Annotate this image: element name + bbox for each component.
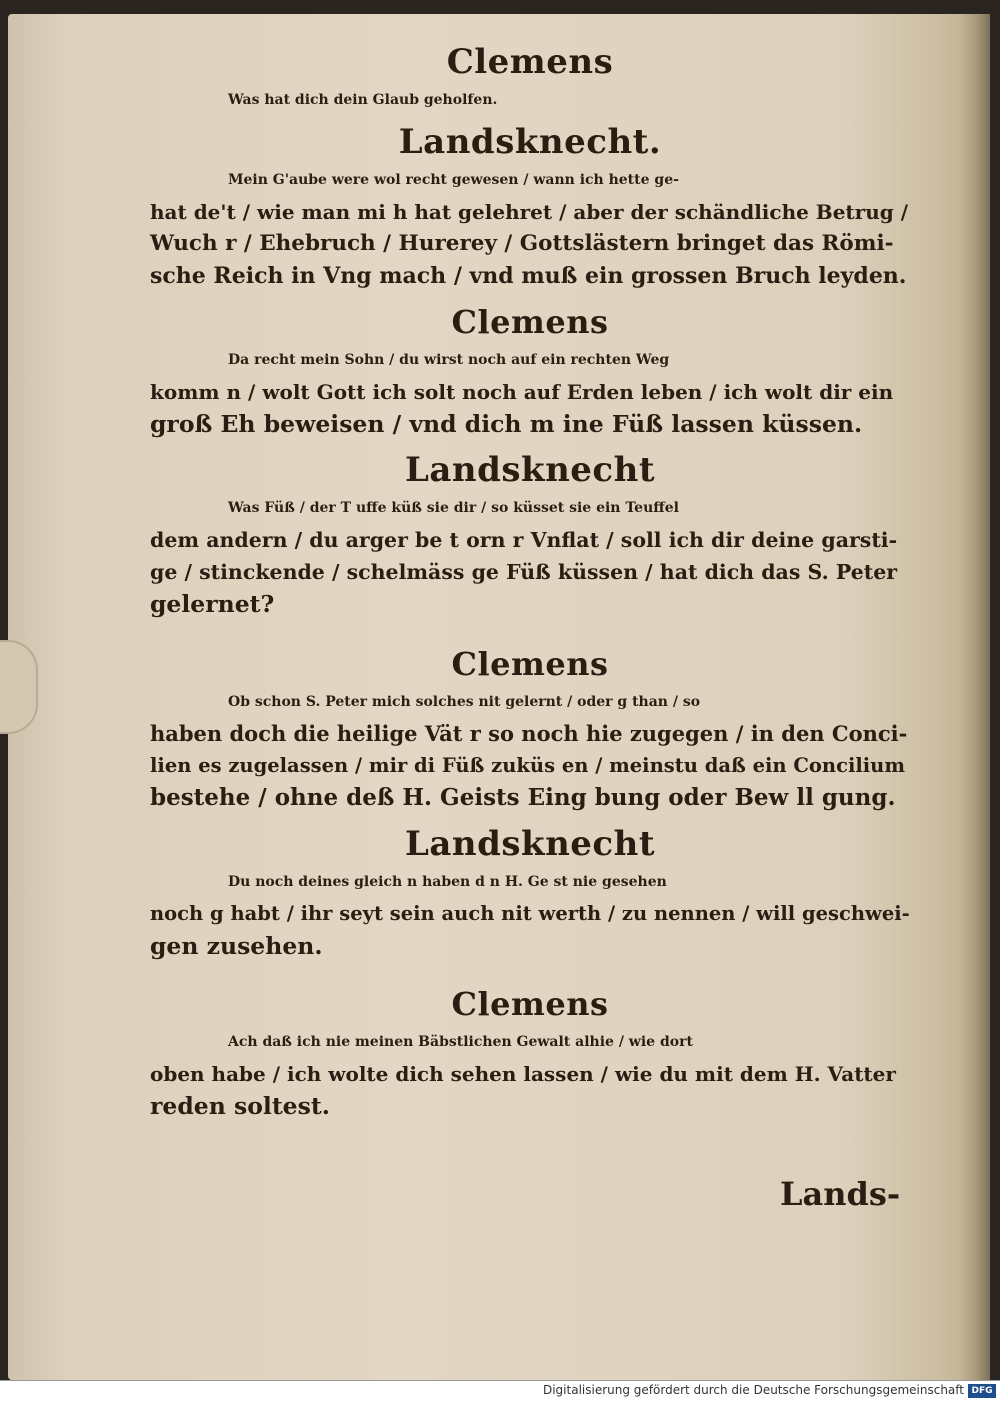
speech-paragraph bbox=[150, 84, 910, 116]
speech-line: Du noch deines gleich n haben d n H. Ge st nie gesehen bbox=[228, 874, 667, 890]
speech-line: Wuch r / Ehebruch / Hurerey / Gottslästern bringet das Römi- bbox=[150, 231, 894, 256]
funding-credit: Digitalisierung gefördert durch die Deutsche Forschungsgemeinschaft bbox=[542, 1383, 964, 1397]
speech-paragraph bbox=[150, 1026, 910, 1122]
binding-tab bbox=[0, 640, 38, 734]
speech-line: dem andern / du arger be t orn r Vnflat / soll ich dir deine garsti- bbox=[150, 528, 898, 552]
speech-line: groß Eh beweisen / vnd dich m ine Füß lassen küssen. bbox=[150, 410, 863, 438]
footer-bar bbox=[0, 1380, 1000, 1401]
speech-line: gen zusehen. bbox=[150, 932, 323, 960]
speech-line: lien es zugelassen / mir di Füß zuküs en / meinstu daß ein Concilium bbox=[150, 754, 905, 777]
speech-line: noch g habt / ihr seyt sein auch nit werth / zu nennen / will geschwei- bbox=[150, 902, 910, 925]
dialogue-text bbox=[150, 40, 910, 1130]
speech-line: Was Füß / der T uffe küß sie dir / so küsset sie ein Teuffel bbox=[228, 500, 679, 516]
speech-line: Was hat dich dein Glaub geholfen. bbox=[228, 92, 498, 108]
speech-paragraph bbox=[150, 866, 910, 962]
speaker-heading: Landsknecht bbox=[404, 824, 656, 864]
speech-paragraph bbox=[150, 492, 910, 620]
catchword: Lands- bbox=[780, 1175, 901, 1213]
page-edge bbox=[958, 14, 990, 1380]
speaker-heading: Clemens bbox=[446, 42, 614, 82]
speech-line: bestehe / ohne deß H. Geists Eing bung oder Bew ll gung. bbox=[150, 784, 896, 811]
speaker-heading: Landsknecht bbox=[404, 450, 656, 490]
speech-line: gelernet? bbox=[150, 590, 275, 618]
speech-paragraph bbox=[150, 344, 910, 440]
speech-line: reden soltest. bbox=[150, 1092, 330, 1120]
speaker-heading: Clemens bbox=[451, 985, 609, 1023]
speech-line: sche Reich in Vng mach / vnd muß ein grossen Bruch leyden. bbox=[150, 263, 907, 289]
speaker-heading: Clemens bbox=[451, 303, 609, 341]
speech-line: haben doch die heilige Vät r so noch hie zugegen / in den Conci- bbox=[150, 721, 908, 746]
speech-line: Ob schon S. Peter mich solches nit gelernt / oder g than / so bbox=[228, 694, 701, 710]
speech-line: Ach daß ich nie meinen Bäbstlichen Gewalt alhie / wie dort bbox=[228, 1034, 693, 1050]
speech-line: Mein G'aube were wol recht gewesen / wann ich hette ge- bbox=[228, 172, 679, 188]
speech-paragraph bbox=[150, 164, 910, 292]
speech-line: ge / stinckende / schelmäss ge Füß küssen / hat dich das S. Peter bbox=[150, 560, 898, 584]
speaker-heading: Landsknecht. bbox=[398, 122, 662, 162]
dfg-logo-icon: DFG bbox=[968, 1384, 996, 1398]
speech-line: Da recht mein Sohn / du wirst noch auf ein rechten Weg bbox=[228, 352, 670, 368]
speech-line: oben habe / ich wolte dich sehen lassen / wie du mit dem H. Vatter bbox=[150, 1062, 896, 1086]
speech-line: komm n / wolt Gott ich solt noch auf Erden leben / ich wolt dir ein bbox=[150, 380, 894, 404]
speech-paragraph bbox=[150, 686, 910, 814]
speech-line: hat de't / wie man mi h hat gelehret / aber der schändliche Betrug / bbox=[150, 200, 908, 224]
speaker-heading: Clemens bbox=[451, 645, 609, 683]
